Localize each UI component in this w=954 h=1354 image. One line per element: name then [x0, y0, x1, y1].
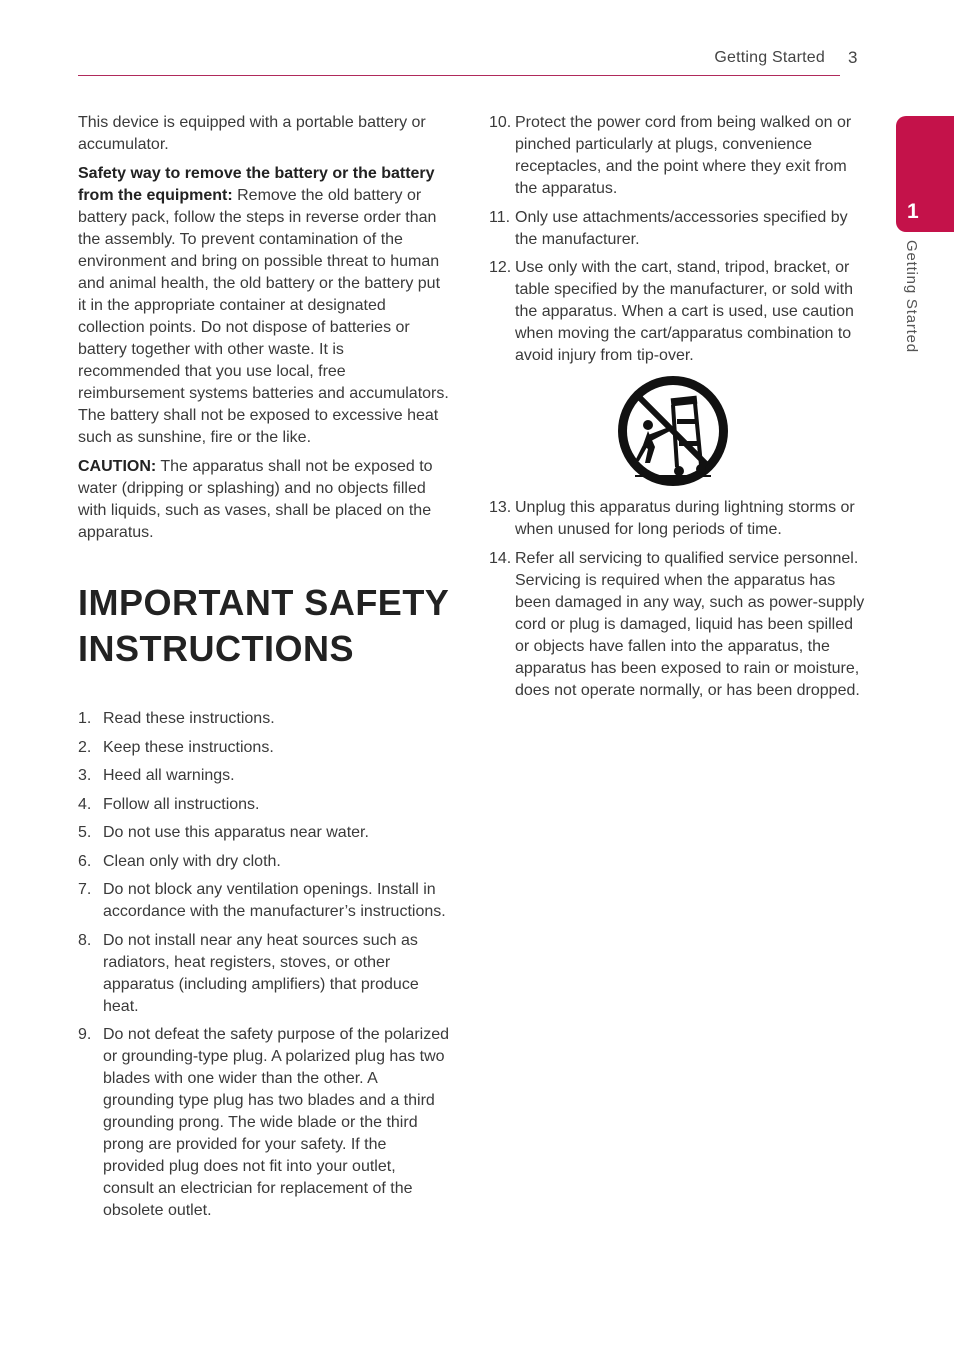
list-item	[489, 257, 867, 367]
item-number: 4.	[78, 795, 92, 813]
item-text: Heed all warnings.	[103, 767, 235, 784]
item-number: 9.	[78, 1026, 92, 1043]
list-item	[78, 708, 450, 730]
item-text: Protect the power cord from being walked on or pinched particularly at plugs, convenience receptacles, and the point where they exit from the apparatus.	[515, 114, 852, 197]
chapter-number: 1	[907, 200, 919, 223]
list-item	[78, 851, 450, 873]
item-number: 2.	[78, 738, 92, 756]
safety-text: Remove the old battery or battery pack, follow the steps in reverse order than the assembly. To prevent contamination of the environment and bring on possible threat to human and animal health, the old battery or the battery put it in the appropriate container at designated collection points. Do not dispose of batteries or battery together with other waste. It is recommended that you use local, free reimbursement systems batteries and accumulators. The battery shall not be exposed to excessive heat such as sunshine, fire or the like.	[78, 187, 449, 446]
item-number: 7.	[78, 881, 92, 898]
item-number: 5.	[78, 824, 92, 841]
item-text: Do not install near any heat sources such as radiators, heat registers, stoves, or other apparatus (including amplifiers) that produce heat.	[103, 931, 419, 1015]
item-text: Refer all servicing to qualified service personnel. Servicing is required when the apparatus has been damaged in any way, such as power-supply cord or plug is damaged, liquid has been spilled or objects have fallen into the apparatus, the apparatus has been exposed to rain or moisture, does not operate normally, or has been dropped.	[515, 549, 865, 699]
item-text: Do not defeat the safety purpose of the polarized or grounding-type plug. A polarized plug has two blades with one wider than the other. A grounding type plug has two blades and a third grounding prong. The wide blade or the third prong are provided for your safety. If the provided plug does not fit into your outlet, consult an electrician for replacement of the obsolete outlet.	[103, 1026, 450, 1219]
item-number: 14.	[489, 549, 512, 567]
list-item	[78, 930, 450, 1018]
item-number: 8.	[78, 931, 92, 949]
item-text: Only use attachments/accessories specified by the manufacturer.	[515, 208, 848, 248]
list-item	[78, 879, 450, 923]
chapter-label: Getting Started	[903, 240, 920, 353]
item-number: 11.	[489, 208, 511, 226]
list-item	[78, 822, 450, 844]
item-number: 10.	[489, 114, 512, 131]
battery-paragraph: This device is equipped with a portable battery or accumulator.	[78, 114, 426, 153]
instruction-list-right	[489, 112, 867, 367]
chapter-tab	[896, 116, 954, 232]
item-number: 3.	[78, 767, 92, 784]
cart-warning-icon	[479, 375, 867, 487]
page-number: 3	[848, 48, 858, 67]
item-text: Do not block any ventilation openings. Install in accordance with the manufacturer’s instructions.	[103, 881, 446, 920]
right-column	[489, 112, 867, 708]
item-number: 12.	[489, 259, 512, 276]
header-section-title: Getting Started	[714, 49, 825, 66]
item-text: Use only with the cart, stand, tripod, bracket, or table specified by the manufacturer, or sold with the apparatus. When a cart is used, use caution when moving the cart/apparatus combination to avoid injury from tip-over.	[515, 259, 854, 364]
list-item	[489, 207, 867, 251]
safety-heading: Safety way to remove the battery or the battery from the equipment:	[78, 165, 435, 204]
list-item	[489, 112, 867, 200]
list-item	[489, 497, 867, 541]
item-text: Keep these instructions.	[103, 738, 274, 756]
caution-paragraph	[78, 456, 450, 544]
instruction-list-left	[78, 708, 450, 1222]
item-text: Read these instructions.	[103, 710, 275, 727]
section-heading: IMPORTANT SAFETY INSTRUCTIONS	[78, 582, 449, 669]
item-text: Follow all instructions.	[103, 795, 260, 813]
caution-label: CAUTION:	[78, 458, 157, 475]
item-number: 13.	[489, 499, 512, 516]
list-item	[78, 794, 450, 816]
item-text: Do not use this apparatus near water.	[103, 824, 369, 841]
safety-paragraph	[78, 163, 450, 449]
item-text: Clean only with dry cloth.	[103, 852, 281, 870]
item-text: Unplug this apparatus during lightning storms or when unused for long periods of time.	[515, 499, 855, 538]
caution-text: The apparatus shall not be exposed to water (dripping or splashing) and no objects filled with liquids, such as vases, shall be placed on the apparatus.	[78, 458, 433, 541]
list-item	[489, 548, 867, 702]
list-item	[78, 765, 450, 787]
item-number: 6.	[78, 852, 92, 870]
list-item	[78, 1024, 450, 1222]
instruction-list-right-cont	[489, 497, 867, 702]
list-item	[78, 737, 450, 759]
item-number: 1.	[78, 710, 92, 727]
left-column	[78, 112, 450, 1229]
header-divider	[78, 75, 840, 76]
